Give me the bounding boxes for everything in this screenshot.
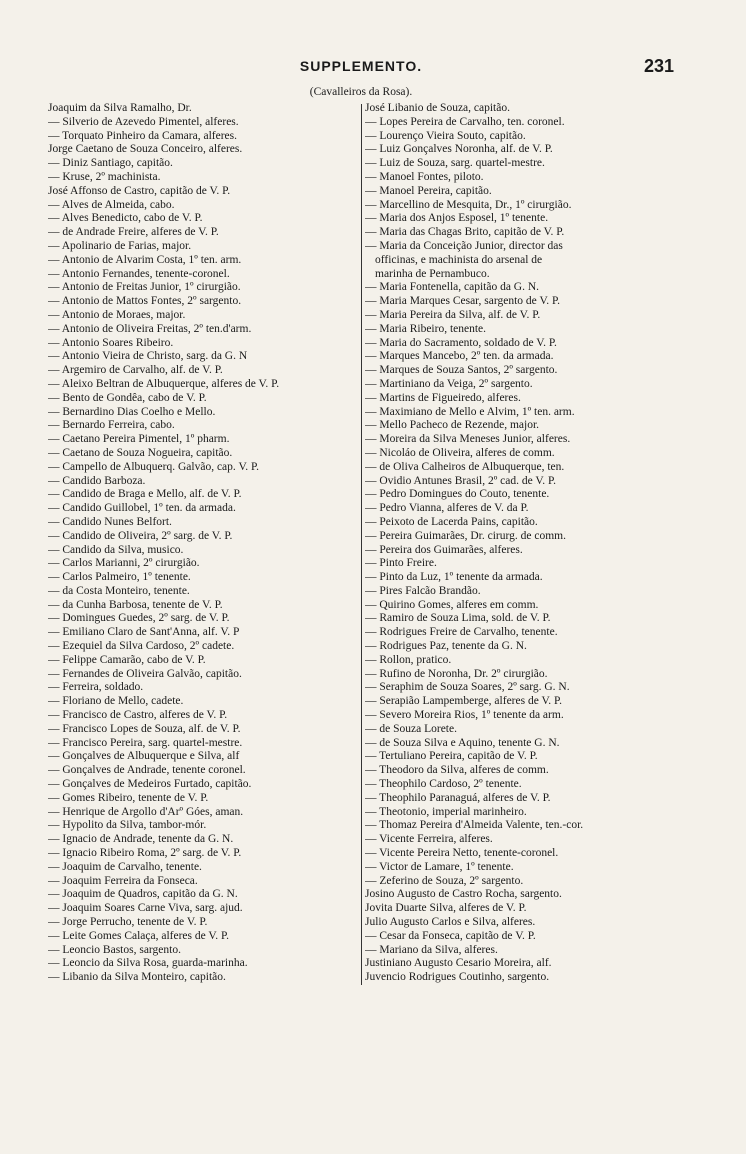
list-item: — Maria do Sacramento, soldado de V. P.	[365, 336, 557, 349]
list-item: — Maria Fontenella, capitão da G. N.	[365, 281, 540, 294]
list-item: — de Souza Silva e Aquino, tenente G. N.	[365, 736, 560, 749]
list-item: — Aleixo Beltran de Albuquerque, alferes de V. P.	[48, 377, 280, 390]
list-item: — Caetano Pereira Pimentel, 1º pharm.	[48, 433, 230, 446]
left-column	[48, 102, 361, 985]
list-item: — Seraphim de Souza Soares, 2º sarg. G. N.	[365, 681, 570, 694]
list-item: — Libanio da Silva Monteiro, capitão.	[48, 971, 226, 984]
list-item: — Gonçalves de Andrade, tenente coronel.	[48, 764, 246, 777]
list-item: — Rodrigues Freire de Carvalho, tenente.	[365, 626, 558, 639]
list-item: — da Cunha Barbosa, tenente de V. P.	[48, 598, 223, 611]
list-item: — Severo Moreira Rios, 1º tenente da arm.	[365, 709, 564, 722]
list-item: — Pereira dos Guimarães, alferes.	[365, 543, 523, 556]
list-item: — da Costa Monteiro, tenente.	[48, 584, 190, 597]
list-item: — Antonio de Mattos Fontes, 2º sargento.	[48, 295, 242, 308]
list-item: — Kruse, 2º machinista.	[48, 170, 161, 183]
list-item: — Gomes Ribeiro, tenente de V. P.	[48, 791, 209, 804]
list-item: — Ignacio Ribeiro Roma, 2º sarg. de V. P.	[48, 847, 242, 860]
right-column	[361, 102, 674, 985]
list-item: — Francisco Pereira, sarg. quartel-mestre.	[48, 736, 243, 749]
list-item: — Domingues Guedes, 2º sarg. de V. P.	[48, 612, 230, 625]
list-item: — Alves Benedicto, cabo de V. P.	[48, 212, 203, 225]
list-item: — Candido de Braga e Mello, alf. de V. P.	[48, 488, 242, 501]
list-item: José Libanio de Souza, capitão.	[365, 102, 510, 114]
list-item: — Bernardino Dias Coelho e Mello.	[48, 405, 216, 418]
list-item: — Antonio Soares Ribeiro.	[48, 336, 174, 349]
list-item: — Caetano de Souza Nogueira, capitão.	[48, 446, 233, 459]
list-item: — Maria Pereira da Silva, alf. de V. P.	[365, 308, 541, 321]
list-item: — Joaquim de Quadros, capitão da G. N.	[48, 888, 238, 901]
list-item: — Thomaz Pereira d'Almeida Valente, ten.-cor.	[365, 819, 584, 832]
list-item: — Pires Falcão Brandão.	[365, 584, 481, 597]
list-item: — Theophilo Paranaguá, alferes de V. P.	[365, 791, 551, 804]
list-item: — Vicente Ferreira, alferes.	[365, 833, 493, 846]
list-item: — Zeferino de Souza, 2º sargento.	[365, 874, 524, 887]
list-item: — Pinto da Luz, 1º tenente da armada.	[365, 571, 543, 584]
list-item: — Gonçalves de Albuquerque e Silva, alf	[48, 750, 240, 763]
list-item: — Marques Mancebo, 2º ten. da armada.	[365, 350, 554, 363]
list-item: — Nicoláo de Oliveira, alferes de comm.	[365, 446, 555, 459]
list-item: — Antonio de Freitas Junior, 1º cirurgião.	[48, 281, 241, 294]
list-item: Josino Augusto de Castro Rocha, sargento.	[365, 888, 562, 901]
list-item: — Antonio de Alvarim Costa, 1º ten. arm.	[48, 253, 242, 266]
page-title: SUPPLEMENTO.	[299, 58, 423, 74]
list-item: — Serapião Lampemberge, alferes de V. P.	[365, 695, 563, 708]
list-item: — Francisco Lopes de Souza, alf. de V. P.	[48, 722, 241, 735]
list-item: — Maria dos Anjos Esposel, 1º tenente.	[365, 212, 549, 225]
list-item: — Mello Pacheco de Rezende, major.	[365, 419, 540, 432]
page-number: 231	[643, 56, 674, 76]
document-page	[48, 56, 674, 985]
list-item: — Joaquim Soares Carne Viva, sarg. ajud.	[48, 902, 243, 915]
list-item: — Leite Gomes Calaça, alferes de V. P.	[48, 929, 229, 942]
list-item: — Peixoto de Lacerda Pains, capitão.	[365, 515, 538, 528]
list-item: — Marques de Souza Santos, 2º sargento.	[365, 364, 558, 377]
list-item: — Pinto Freire.	[365, 557, 437, 570]
list-item: — Argemiro de Carvalho, alf. de V. P.	[48, 364, 223, 377]
list-item: — Antonio Vieira de Christo, sarg. da G. N	[48, 350, 248, 363]
list-item: — Mariano da Silva, alferes.	[365, 943, 498, 956]
list-item: — Theodoro da Silva, alferes de comm.	[365, 764, 549, 777]
list-item: — Pedro Domingues do Couto, tenente.	[365, 488, 550, 501]
list-item: — Maria das Chagas Brito, capitão de V. P.	[365, 226, 565, 239]
list-item: — Quirino Gomes, alferes em comm.	[365, 598, 539, 611]
list-item: — Theophilo Cardoso, 2º tenente.	[365, 778, 522, 791]
list-item: — Leoncio da Silva Rosa, guarda-marinha.	[48, 957, 248, 970]
list-item: — Campello de Albuquerq. Galvão, cap. V. P.	[48, 460, 260, 473]
list-item: — Maximiano de Mello e Alvim, 1º ten. arm.	[365, 405, 575, 418]
list-item: — Lopes Pereira de Carvalho, ten. coronel.	[365, 115, 565, 128]
list-item: — Ramiro de Souza Lima, sold. de V. P.	[365, 612, 551, 625]
list-item: Juvencio Rodrigues Coutinho, sargento.	[365, 971, 550, 984]
list-item: — Diniz Santiago, capitão.	[48, 157, 173, 170]
list-item: — Rollon, pratico.	[365, 653, 452, 666]
list-item: officinas, e machinista do arsenal de	[375, 253, 543, 266]
list-item: — Silverio de Azevedo Pimentel, alferes.	[48, 115, 239, 128]
list-item: — Gonçalves de Medeiros Furtado, capitão.	[48, 778, 252, 791]
list-item: — Maria da Conceição Junior, director das	[365, 239, 563, 252]
list-item: — Maria Ribeiro, tenente.	[365, 322, 487, 335]
list-item: — Ovidio Antunes Brasil, 2º cad. de V. P.	[365, 474, 556, 487]
list-item: — Rodrigues Paz, tenente da G. N.	[365, 640, 527, 653]
list-item: — Carlos Marianni, 2º cirurgião.	[48, 557, 200, 570]
list-item: — Candido Guillobel, 1º ten. da armada.	[48, 502, 236, 515]
list-item: Joaquim da Silva Ramalho, Dr.	[48, 102, 192, 114]
list-item: Jorge Caetano de Souza Conceiro, alferes.	[48, 143, 243, 156]
list-item: — Marcellino de Mesquita, Dr., 1º cirurgião.	[365, 198, 572, 211]
list-item: — Torquato Pinheiro da Camara, alferes.	[48, 129, 237, 142]
columns	[48, 102, 674, 985]
list-item: — Manoel Fontes, piloto.	[365, 170, 484, 183]
list-item: — Joaquim Ferreira da Fonseca.	[48, 874, 198, 887]
list-item: — de Oliva Calheiros de Albuquerque, ten.	[365, 460, 565, 473]
list-item: — Francisco de Castro, alferes de V. P.	[48, 709, 228, 722]
list-item: — Antonio Fernandes, tenente-coronel.	[48, 267, 230, 280]
list-item: — Maria Marques Cesar, sargento de V. P.	[365, 295, 561, 308]
list-item: — Floriano de Mello, cadete.	[48, 695, 184, 708]
list-item: Julio Augusto Carlos e Silva, alferes.	[365, 916, 536, 929]
list-item: — Bento de Gondêa, cabo de V. P.	[48, 391, 207, 404]
list-item: — Emiliano Claro de Sant'Anna, alf. V. P	[48, 626, 240, 639]
list-item: — Manoel Pereira, capitão.	[365, 184, 492, 197]
list-item: — Antonio de Moraes, major.	[48, 308, 186, 321]
page-subtitle: (Cavalleiros da Rosa).	[309, 86, 413, 98]
list-item: Justiniano Augusto Cesario Moreira, alf.	[365, 957, 552, 970]
list-item: — Cesar da Fonseca, capitão de V. P.	[365, 929, 536, 942]
list-item: — Pedro Vianna, alferes de V. da P.	[365, 502, 529, 515]
list-item: — Ignacio de Andrade, tenente da G. N.	[48, 833, 234, 846]
list-item: — Ferreira, soldado.	[48, 681, 144, 694]
list-item: — Candido Nunes Belfort.	[48, 515, 172, 528]
column-divider	[361, 104, 362, 985]
list-item: — Luiz Gonçalves Noronha, alf. de V. P.	[365, 143, 553, 156]
list-item: — Antonio de Oliveira Freitas, 2º ten.d'arm.	[48, 322, 252, 335]
list-item: — Moreira da Silva Meneses Junior, alferes.	[365, 433, 571, 446]
list-item: — Candido de Oliveira, 2º sarg. de V. P.	[48, 529, 233, 542]
list-item: — Ezequiel da Silva Cardoso, 2º cadete.	[48, 640, 235, 653]
list-item: Jovita Duarte Silva, alferes de V. P.	[365, 902, 527, 915]
list-item: — Leoncio Bastos, sargento.	[48, 943, 181, 956]
list-item: — Luiz de Souza, sarg. quartel-mestre.	[365, 157, 545, 170]
list-item: — Felippe Camarão, cabo de V. P.	[48, 653, 206, 666]
page-header	[48, 56, 674, 82]
list-item: — Pereira Guimarães, Dr. cirurg. de comm.	[365, 529, 566, 542]
list-item: — Victor de Lamare, 1º tenente.	[365, 860, 514, 873]
list-item: José Affonso de Castro, capitão de V. P.	[48, 184, 231, 197]
list-item: — Martiniano da Veiga, 2º sargento.	[365, 377, 533, 390]
list-item: — Alves de Almeida, cabo.	[48, 198, 175, 211]
list-item: — Candido da Silva, musico.	[48, 543, 184, 556]
list-item: — Bernardo Ferreira, cabo.	[48, 419, 175, 432]
list-item: — Vicente Pereira Netto, tenente-coronel.	[365, 847, 559, 860]
list-item: — Theotonio, imperial marinheiro.	[365, 805, 527, 818]
list-item: — Apolinario de Farias, major.	[48, 239, 192, 252]
list-item: — de Souza Lorete.	[365, 722, 457, 735]
list-item: marinha de Pernambuco.	[375, 267, 490, 280]
list-item: — Hypolito da Silva, tambor-mór.	[48, 819, 207, 832]
list-item: — Martins de Figueiredo, alferes.	[365, 391, 521, 404]
list-item: — Henrique de Argollo d'Arº Góes, aman.	[48, 805, 244, 818]
list-item: — Lourenço Vieira Souto, capitão.	[365, 129, 526, 142]
list-item: — Carlos Palmeiro, 1º tenente.	[48, 571, 191, 584]
list-item: — Rufino de Noronha, Dr. 2º cirurgião.	[365, 667, 548, 680]
list-item: — Fernandes de Oliveira Galvão, capitão.	[48, 667, 242, 680]
list-item: — Tertuliano Pereira, capitão de V. P.	[365, 750, 538, 763]
list-item: — Joaquim de Carvalho, tenente.	[48, 860, 202, 873]
list-item: — Jorge Perrucho, tenente de V. P.	[48, 916, 208, 929]
list-item: — de Andrade Freire, alferes de V. P.	[48, 226, 219, 239]
list-item: — Candido Barboza.	[48, 474, 146, 487]
